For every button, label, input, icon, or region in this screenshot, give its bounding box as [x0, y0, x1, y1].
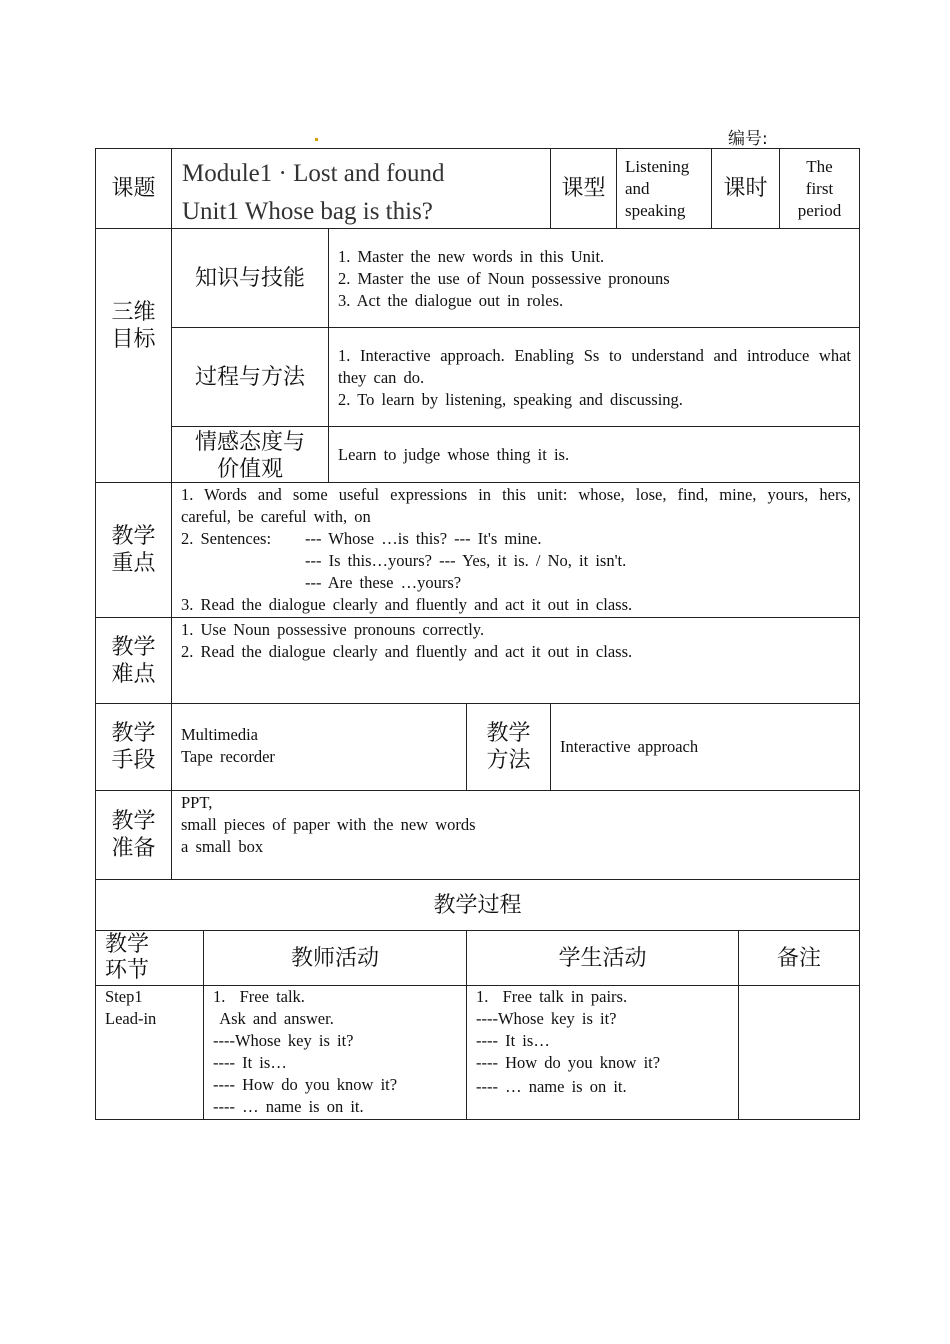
key-points-content: 1. Words and some useful expressions in this unit: whose, lose, find, mine, yours, hers, careful, be careful with, on 2. Sentences: --- Whose …is this? --- It's mine. --- Is this…yours? --- Yes, it is. / No, it isn't. --- Are these …yours? 3. Read the dialogue clearly and fluently and act it out in class. [171, 482, 860, 618]
header-note: 备注 [738, 930, 860, 986]
serial-number-label: 编号: [728, 129, 768, 149]
header-teacher: 教师活动 [203, 930, 467, 986]
course-title-line1: Module1 · Lost and found [182, 160, 445, 187]
knowledge-label: 知识与技能 [171, 228, 329, 328]
process-title: 教学过程 [95, 879, 860, 931]
objectives-section [95, 228, 860, 483]
preparation-label: 教学准备 [95, 790, 172, 880]
period-value: The first period [779, 148, 860, 229]
method-label: 教学方法 [466, 703, 551, 791]
topic-label: 课题 [95, 148, 172, 229]
key-points-row [95, 482, 860, 618]
stray-mark [315, 138, 318, 141]
emotion-content: Learn to judge whose thing it is. [328, 426, 860, 483]
course-title [171, 148, 551, 229]
header-student: 学生活动 [466, 930, 739, 986]
course-type-value: Listening and speaking [616, 148, 712, 229]
preparation-row [95, 790, 860, 880]
difficulties-label: 教学难点 [95, 617, 172, 704]
process-label: 过程与方法 [171, 327, 329, 427]
difficulties-content: 1. Use Noun possessive pronouns correctly. 2. Read the dialogue clearly and fluently and act it out in class. [171, 617, 860, 704]
key-points-label: 教学重点 [95, 482, 172, 618]
means-label: 教学手段 [95, 703, 172, 791]
student-activity-cell: 1. Free talk in pairs. ----Whose key is it? ---- It is… ---- How do you know it? ---- … name is on it. [466, 985, 739, 1120]
period-label: 课时 [711, 148, 780, 229]
knowledge-content: 1. Master the new words in this Unit. 2. Master the use of Noun possessive pronouns 3. Act the dialogue out in roles. [328, 228, 860, 328]
note-cell [738, 985, 860, 1120]
difficulties-row [95, 617, 860, 704]
means-row [95, 703, 860, 791]
objectives-label: 三维目标 [95, 228, 172, 483]
teacher-activity-cell: 1. Free talk. Ask and answer. ----Whose key is it? ---- It is… ---- How do you know it? ---- … name is on it. [203, 985, 467, 1120]
preparation-content: PPT, small pieces of paper with the new words a small box [171, 790, 860, 880]
table-row [95, 985, 860, 1120]
emotion-label: 情感态度与 价值观 [171, 426, 329, 483]
means-content: Multimedia Tape recorder [171, 703, 467, 791]
header-step: 教学环节 [95, 930, 204, 986]
course-title-line2: Unit1 Whose bag is this? [182, 198, 433, 225]
course-type-label: 课型 [550, 148, 617, 229]
step-cell: Step1 Lead-in [95, 985, 204, 1120]
course-row [95, 148, 860, 229]
process-header-row [95, 930, 860, 986]
process-title-row [95, 879, 860, 931]
method-value: Interactive approach [550, 703, 860, 791]
process-content: 1. Interactive approach. Enabling Ss to understand and introduce what they can do. 2. To learn by listening, speaking and discussing. [328, 327, 860, 427]
